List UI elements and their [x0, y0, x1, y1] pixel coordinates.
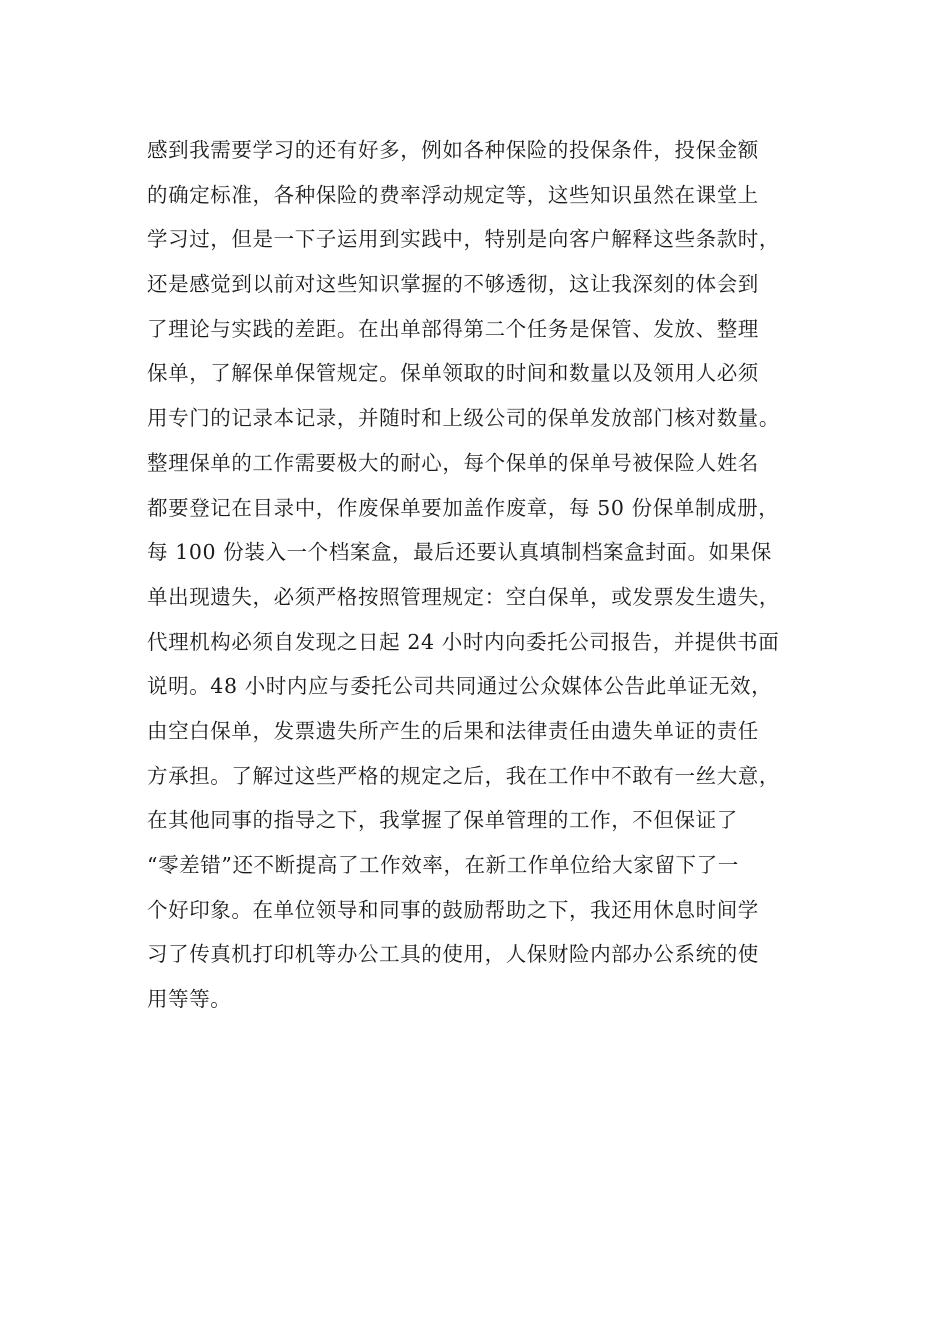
text-line: 用等等。 — [147, 987, 232, 1012]
text-line: 习了传真机打印机等办公工具的使用，人保财险内部办公系统的使 — [147, 942, 759, 967]
text-line: 单出现遗失，必须严格按照管理规定：空白保单，或发票发生遗失， — [147, 584, 780, 609]
text-line: 代理机构必须自发现之日起 24 小时内向委托公司报告，并提供书面 — [147, 629, 780, 654]
text-line: “零差错”还不断提高了工作效率，在新工作单位给大家留下了一 — [147, 853, 739, 877]
text-line: 在其他同事的指导之下，我掌握了保单管理的工作，不但保证了 — [147, 808, 738, 833]
text-line: 每 100 份装入一个档案盒，最后还要认真填制档案盒封面。如果保 — [147, 540, 772, 565]
body-text — [147, 128, 807, 1022]
text-line: 感到我需要学习的还有好多，例如各种保险的投保条件，投保金额 — [147, 138, 759, 162]
text-line: 都要登记在目录中，作废保单要加盖作废章，每 50 份保单制成册， — [147, 495, 780, 520]
text-line: 还是感觉到以前对这些知识掌握的不够透彻，这让我深刻的体会到 — [147, 272, 759, 297]
text-line: 方承担。了解过这些严格的规定之后，我在工作中不敢有一丝大意， — [147, 763, 780, 788]
text-line: 保单，了解保单保管规定。保单领取的时间和数量以及领用人必须 — [147, 361, 759, 386]
text-line: 了理论与实践的差距。在出单部得第二个任务是保管、发放、整理 — [147, 316, 759, 341]
text-line: 个好印象。在单位领导和同事的鼓励帮助之下，我还用休息时间学 — [147, 897, 759, 922]
text-line: 整理保单的工作需要极大的耐心，每个保单的保单号被保险人姓名 — [147, 450, 759, 475]
text-line: 由空白保单，发票遗失所产生的后果和法律责任由遗失单证的责任 — [147, 718, 759, 743]
text-line: 用专门的记录本记录，并随时和上级公司的保单发放部门核对数量。 — [147, 406, 780, 431]
text-line: 学习过，但是一下子运用到实践中，特别是向客户解释这些条款时， — [147, 227, 780, 252]
text-line: 的确定标准，各种保险的费率浮动规定等，这些知识虽然在课堂上 — [147, 182, 759, 207]
text-line: 说明。48 小时内应与委托公司共同通过公众媒体公告此单证无效， — [147, 674, 773, 699]
